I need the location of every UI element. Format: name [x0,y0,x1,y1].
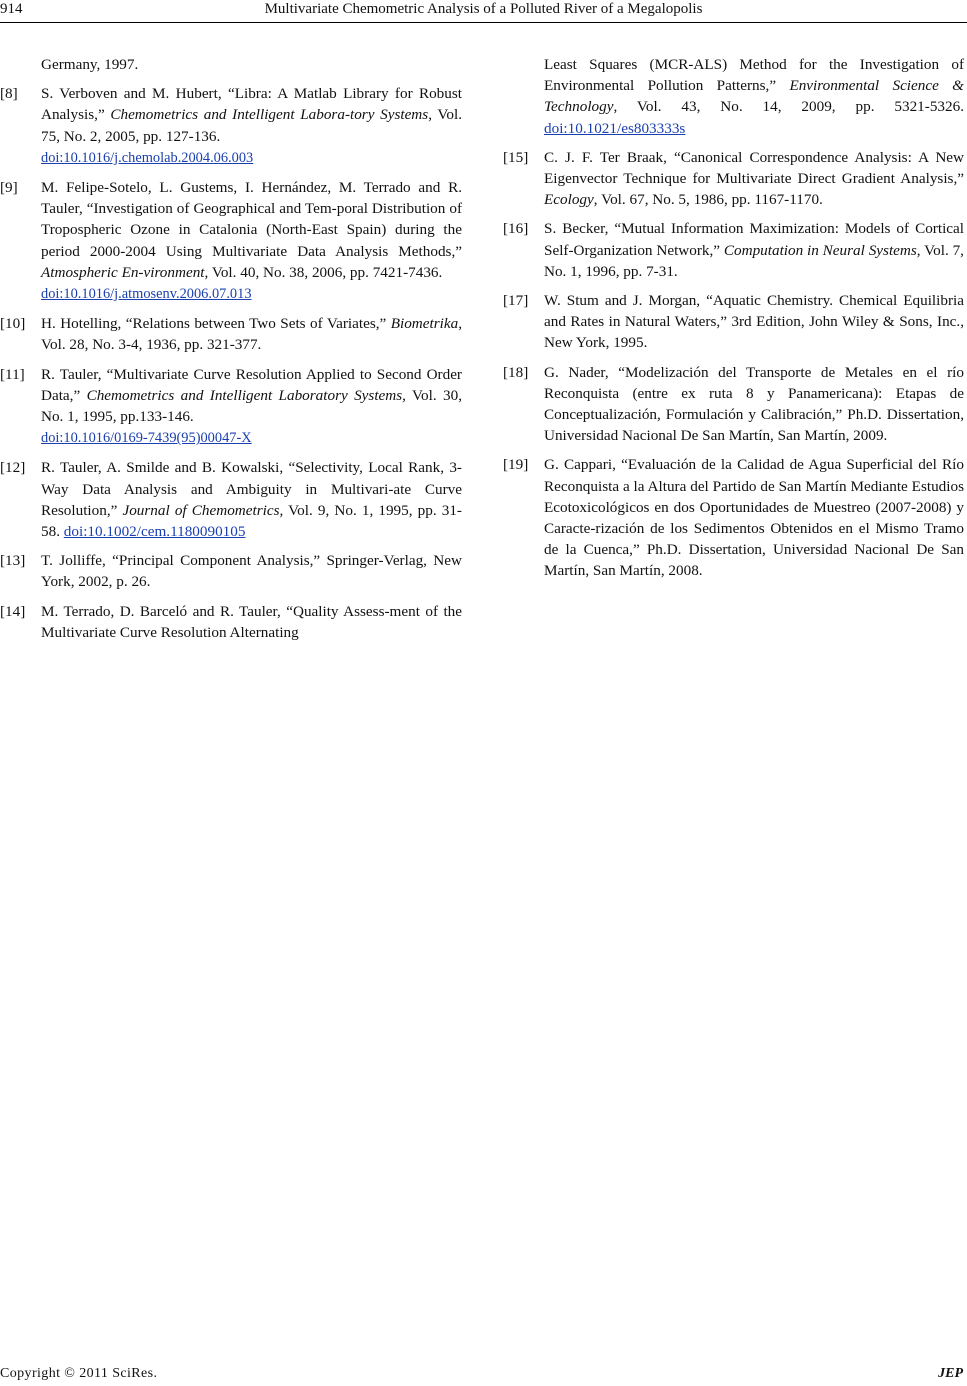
reference-text [544,147,964,211]
reference-continuation: Germany, 1997. [41,56,139,73]
reference-details: , Vol. 40, No. 38, 2006, pp. 7421-7436. [204,263,443,281]
reference-journal: Chemometrics and Intelligent Laboratory Systems [86,386,403,404]
reference-text [41,457,462,542]
doi-link[interactable]: doi:10.1016/j.atmosenv.2006.07.013 [41,286,252,303]
reference-details: , Vol. 67, No. 5, 1986, pp. 1167-1170. [593,191,823,209]
reference-authors-title: R. Tauler, A. Smilde and B. Kowalski, “Selectivity, Local Rank, 3-Way Data Analysis and Ambiguity in Multivari-ate Curve Resolution,” [41,459,462,519]
reference-journal: Ecology [544,191,594,209]
right-column [503,54,964,590]
reference-text [41,364,462,450]
reference-number: [10] [0,315,26,333]
reference-text: T. Jolliffe, “Principal Component Analysis,” Springer-Verlag, New York, 2002, p. 26. [41,552,462,591]
reference-authors-title: H. Hotelling, “Relations between Two Sets of Variates,” [41,315,391,333]
left-column [0,54,462,651]
reference-number: [16] [503,220,529,238]
reference-journal: Environmental Science & Technology [544,77,964,116]
reference-text: G. Cappari, “Evaluación de la Calidad de Agua Superficial del Río Reconquista a la Altura del Partido de San Martín Mediante Estudios Ecotoxicológicos en dos Oportunidades de Muestreo (2007-2008) y Caracte-rización de los Sedimentos Obtenidos en el Mismo Tramo de la Cuenca,” Ph.D. Dissertation, Universidad Nacional De San Martín, San Martín, 2008. [544,456,964,580]
reference-text [41,83,462,169]
reference-18 [503,362,964,447]
copyright-notice: Copyright © 2011 SciRes. [0,1366,158,1381]
reference-11 [0,364,462,450]
running-title: Multivariate Chemometric Analysis of a Polluted River of a Megalopolis [264,1,703,17]
reference-authors-title: S. Verboven and M. Hubert, “Libra: A Matlab Library for Robust Analysis,” [41,85,462,124]
reference-number: [19] [503,456,529,474]
reference-details: , Vol. 30, No. 1, 1995, pp.133-146. [41,386,462,426]
reference-13 [0,550,462,592]
reference-details: , Vol. 28, No. 3-4, 1936, pp. 321-377. [41,315,462,354]
reference-journal: Chemometrics and Intelligent Labora-tory Systems [110,106,429,124]
reference-continuation [503,54,964,139]
header-rule [0,22,967,23]
reference-journal: Computation in Neural Systems [723,241,917,259]
reference-journal: Journal of Chemometrics [122,501,280,519]
reference-authors-title: R. Tauler, “Multivariate Curve Resolution Applied to Second Order Data,” [41,365,462,404]
reference-8 [0,83,462,169]
reference-details: , Vol. 43, No. 14, 2009, pp. 5321-5326. [613,98,964,116]
reference-number: [11] [0,365,25,383]
reference-authors-title: C. J. F. Ter Braak, “Canonical Correspondence Analysis: A New Eigenvector Technique for Multivariate Direct Gradient Analysis,” [544,148,964,188]
reference-text: W. Stum and J. Morgan, “Aquatic Chemistry. Chemical Equilibria and Rates in Natural Waters,” 3rd Edition, John Wiley & Sons, Inc., New York, 1995. [544,292,964,352]
reference-text [41,177,462,305]
reference-authors-title: M. Felipe-Sotelo, L. Gustems, I. Hernández, M. Terrado and R. Tauler, “Investigation of Geographical and Tem-poral Distribution of Tropospheric Ozone in Catalonia (North-East Spain) during the period 2000-2004 Using Multivariate Data Analysis Methods,” [41,179,462,260]
reference-text [41,313,462,355]
reference-text [544,218,964,282]
reference-number: [17] [503,292,529,310]
reference-number: [14] [0,602,26,620]
reference-12 [0,457,462,542]
reference-number: [13] [0,552,26,570]
journal-abbreviation: JEP [938,1366,963,1381]
reference-number: [9] [0,179,18,197]
reference-19 [503,454,964,581]
doi-link[interactable]: doi:10.1021/es803333s [544,119,686,137]
page-number: 914 [0,1,23,17]
reference-number: [12] [0,459,26,477]
reference-journal: Biometrika [390,315,459,333]
doi-link[interactable]: doi:10.1016/0169-7439(95)00047-X [41,430,252,447]
reference-details: , Vol. 9, No. 1, 1995, pp. 31-58. [41,501,462,541]
reference-14 [0,601,462,643]
reference-15 [503,147,964,211]
reference-10 [0,313,462,355]
reference-details: , Vol. 7, No. 1, 1996, pp. 7-31. [544,241,964,280]
doi-link[interactable]: doi:10.1002/cem.1180090105 [63,523,246,541]
reference-16 [503,218,964,282]
reference-number: [18] [503,363,529,381]
doi-link[interactable]: doi:10.1016/j.chemolab.2004.06.003 [41,149,254,166]
reference-9 [0,177,462,305]
reference-text: M. Terrado, D. Barceló and R. Tauler, “Quality Assess-ment of the Multivariate Curve Resolution Alternating [41,602,462,641]
reference-authors-title: S. Becker, “Mutual Information Maximization: Models of Cortical Self-Organization Network,” [544,220,964,259]
reference-number: [8] [0,85,18,103]
reference-17 [503,290,964,354]
reference-number: [15] [503,148,529,166]
reference-journal: Atmospheric En-vironment [41,263,205,281]
reference-details: , Vol. 75, No. 2, 2005, pp. 127-136. [41,106,462,145]
reference-text: G. Nader, “Modelización del Transporte de Metales en el río Reconquista (entre ex ruta 8 y Panamericana): Etapas de Conceptualización, Formulación y Calibración,” Ph.D. Dissertation, Universidad Nacional De San Martín, San Martín, 2009. [544,363,964,445]
reference-authors-title: Least Squares (MCR-ALS) Method for the Investigation of Environmental Pollution Patterns,” [544,56,964,95]
